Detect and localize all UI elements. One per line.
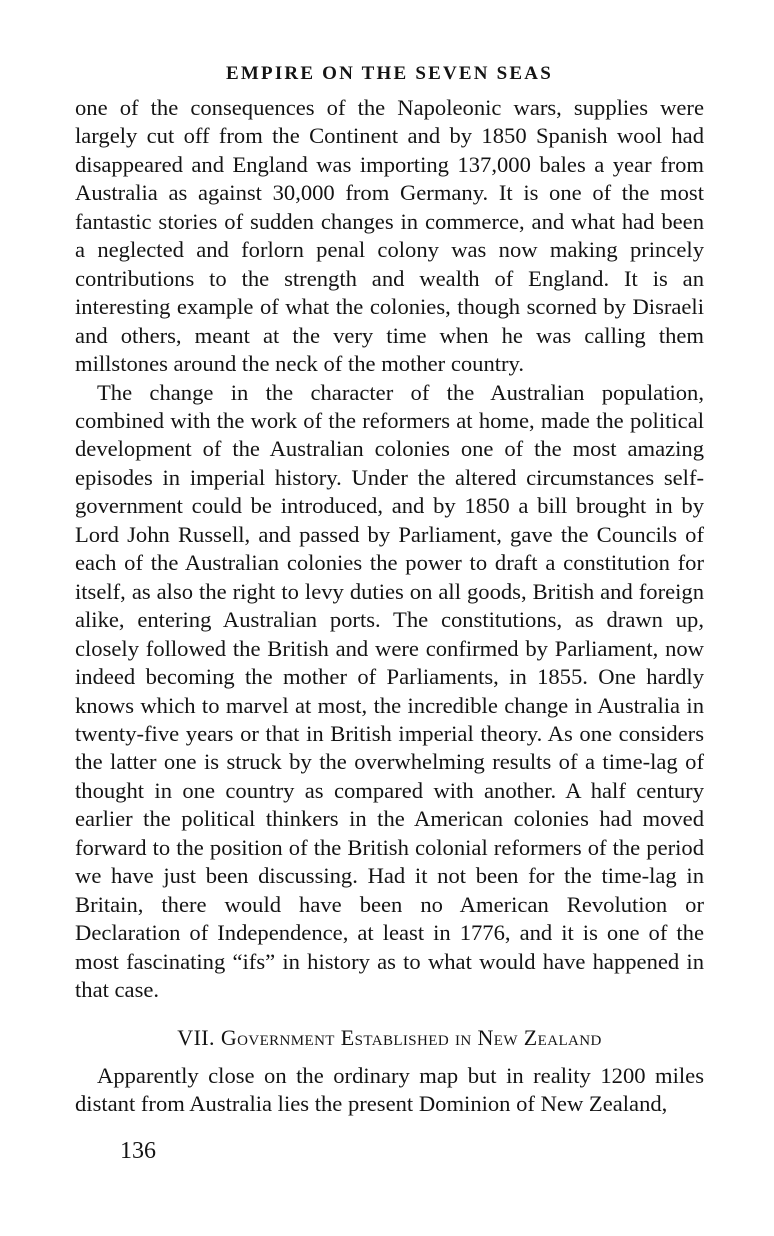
running-head: EMPIRE ON THE SEVEN SEAS — [226, 63, 553, 84]
paragraph-new-zealand: Apparently close on the ordinary map but in reality 1200 miles distant from Australia lies the present Dominion of New Zealand, — [75, 1062, 704, 1116]
paragraph-australian-government: The change in the character of the Australian population, combined with the work of the reformers at home, made the political development of the Australian colonies one of the most amazing episodes in imperial history. Under the altered circumstances self-government could be introduced, and by 1850 a bill brought in by Lord John Russell, and passed by Parliament, gave the Councils of each of the Australian colonies the power to draft a constitution for itself, as also the right to levy duties on all goods, British and foreign alike, entering Australian ports. The constitutions, as drawn up, closely followed the British and were confirmed by Parliament, now indeed becoming the mother of Parliaments, in 1855. One hardly knows which to marvel at most, the incredible change in Australia in twenty-five years or that in British imperial theory. As one considers the latter one is struck by the overwhelming results of a time-lag of thought in one country as compared with another. A half century earlier the political thinkers in the American colonies had moved forward to the position of the British colonial reformers of the period we have just been discussing. Had it not been for the time-lag in Britain, there would have been no American Revolution or Declaration of Independence, at least in 1776, and it is one of the most fascinating “ifs” in history as to what would have happened in that case. — [75, 379, 704, 1003]
section-heading: VII. Government Established in New Zealand — [177, 1024, 602, 1050]
paragraph-continued: one of the consequences of the Napoleonic wars, supplies were largely cut off from the Continent and by 1850 Spanish wool had disappeared and England was importing 137,000 bales a year from Australia as against 30,000 from Germany. It is one of the most fantastic stories of sudden changes in commerce, and what had been a neglected and forlorn penal colony was now making princely contributions to the strength and wealth of England. It is an interesting example of what the colonies, though scorned by Disraeli and others, meant at the very time when he was calling them millstones around the neck of the mother country. — [75, 95, 704, 377]
book-page — [75, 62, 704, 1118]
page-number: 136 — [120, 1138, 156, 1164]
